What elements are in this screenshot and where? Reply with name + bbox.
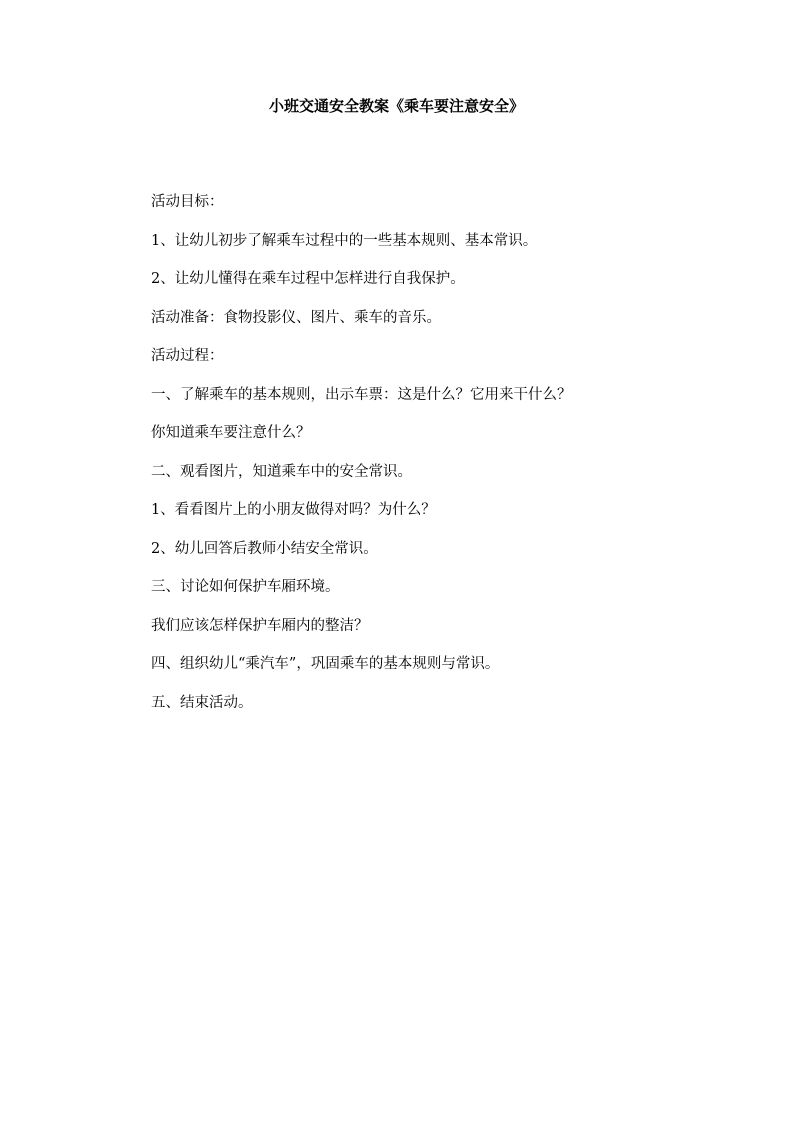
paragraph-activity-process: 活动过程： — [151, 348, 224, 364]
document-title: 小班交通安全教案《乘车要注意安全》 — [268, 97, 524, 115]
paragraph-step-2-item-2: 2、幼儿回答后教师小结安全常识。 — [151, 540, 378, 557]
paragraph-step-5: 五、结束活动。 — [151, 694, 253, 711]
paragraph-step-4: 四、组织幼儿“乘汽车”，巩固乘车的基本规则与常识。 — [151, 656, 500, 672]
paragraph-step-2: 二、观看图片，知道乘车中的安全常识。 — [151, 463, 412, 480]
paragraph-step-1-question: 你知道乘车要注意什么？ — [151, 425, 311, 441]
paragraph-step-2-item-1: 1、看看图片上的小朋友做得对吗？为什么？ — [151, 502, 436, 518]
paragraph-step-3-question: 我们应该怎样保护车厢内的整洁？ — [151, 617, 369, 634]
paragraph-goal-2: 2、让幼儿懂得在乘车过程中怎样进行自我保护。 — [151, 271, 465, 287]
paragraph-preparation: 活动准备：食物投影仪、图片、乘车的音乐。 — [151, 309, 441, 326]
paragraph-goal-1: 1、让幼儿初步了解乘车过程中的一些基本规则、基本常识。 — [151, 232, 538, 249]
document-body — [151, 192, 671, 731]
paragraph-step-3: 三、讨论如何保护车厢环境。 — [151, 579, 340, 595]
paragraph-activity-goals: 活动目标： — [151, 194, 224, 210]
paragraph-step-1: 一、了解乘车的基本规则，出示车票：这是什么？它用来干什么？ — [151, 386, 572, 403]
